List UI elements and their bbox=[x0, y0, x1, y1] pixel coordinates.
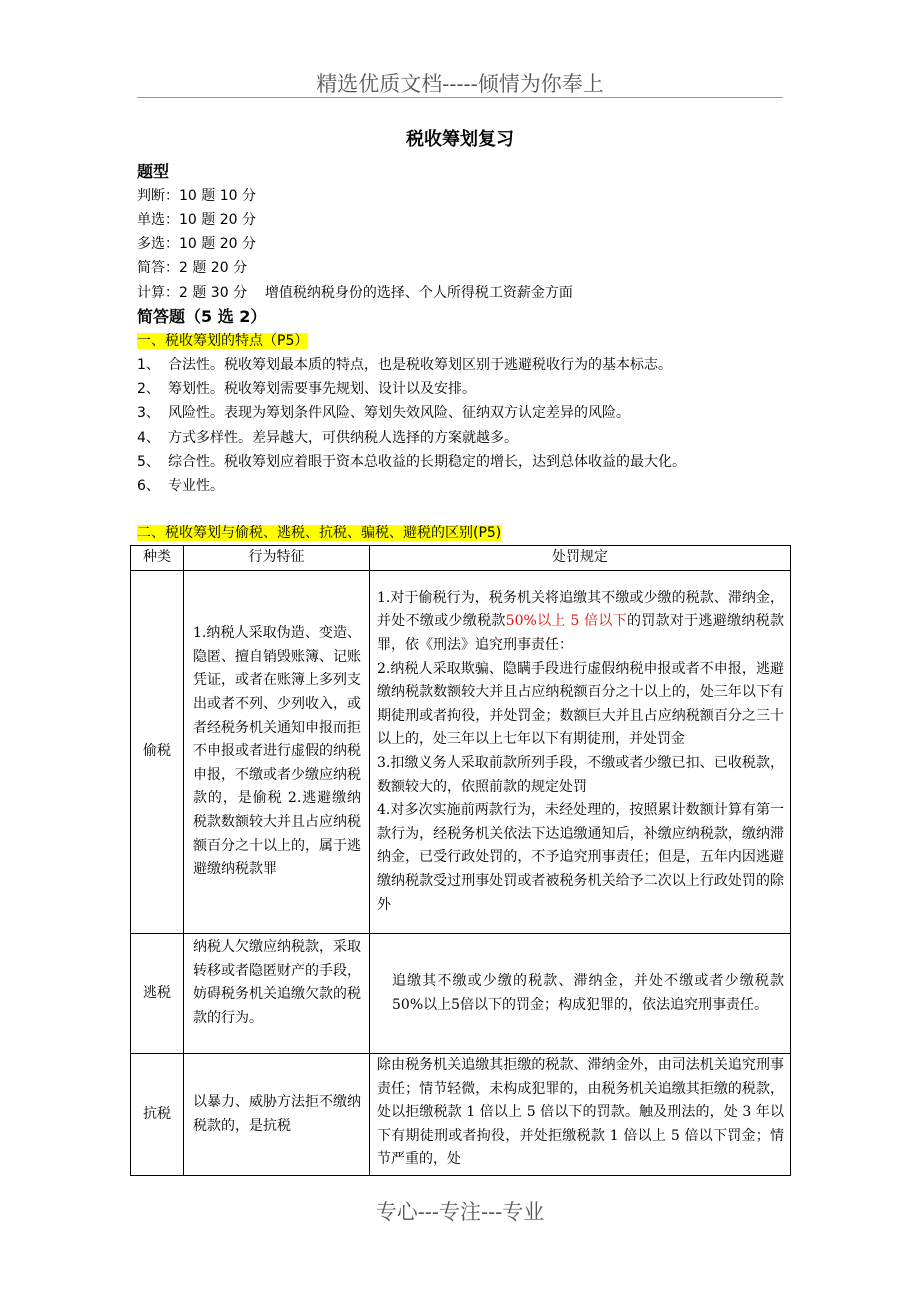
feature-num: 1、 bbox=[137, 357, 160, 373]
penalty-paragraph-2: 2.纳税人采取欺骗、隐瞒手段进行虚假纳税申报或者不申报，逃避缴纳税款数额较大并且占应纳税额百分之十以上的，处三年以下有期徒刑或者拘役，并处罚金；数额巨大并且占应纳税额百分之三十以上的，处三年以上七年以下有期徒刑，并处罚金 bbox=[377, 660, 784, 748]
feature-text: 风险性。表现为筹划条件风险、筹划失效风险、征纳双方认定差异的风险。 bbox=[168, 405, 630, 421]
feature-text: 专业性。 bbox=[168, 478, 224, 494]
feature-item-4 bbox=[137, 426, 518, 450]
table-row bbox=[131, 1054, 791, 1176]
header-penalty: 处罚规定 bbox=[370, 546, 791, 571]
question-type-item: 判断：10 题 10 分 bbox=[137, 188, 256, 204]
section1-title-highlight: 一、税收筹划的特点（P5） bbox=[137, 333, 309, 349]
penalty-highlight-red: 50%以上 5 倍以下 bbox=[505, 613, 628, 630]
section1-title bbox=[137, 329, 308, 353]
header-behavior: 行为特征 bbox=[184, 546, 370, 571]
penalty-paragraph-4: 4.对多次实施前两款行为，未经处理的，按照累计数额计算有第一款行为，经税务机关依法下达追缴通知后，补缴应纳税款，缴纳滞纳金，已受行政处罚的，不予追究刑事责任；但是，五年内因逃避缴纳税款受过刑事处罚或者被税务机关给予二次以上行政处罚的除外 bbox=[377, 802, 784, 913]
feature-num: 4、 bbox=[137, 430, 160, 446]
header-divider bbox=[137, 97, 783, 98]
table-row bbox=[131, 934, 791, 1054]
row-behavior: 以暴力、威胁方法拒不缴纳税款的，是抗税 bbox=[184, 1054, 370, 1176]
feature-num: 5、 bbox=[137, 454, 160, 470]
row-behavior: 纳税人欠缴应纳税款，采取转移或者隐匿财产的手段，妨碍税务机关追缴欠款的税款的行为。 bbox=[184, 934, 370, 1054]
section2-title bbox=[137, 521, 501, 545]
page-header-text: 精选优质文档-----倾情为你奉上 bbox=[316, 72, 604, 96]
tax-comparison-table bbox=[130, 545, 791, 1176]
row-penalty: 除由税务机关追缴其拒缴的税款、滞纳金外，由司法机关追究刑事责任；情节轻微，未构成犯罪的，由税务机关追缴其拒缴的税款，处以拒缴税款 1 倍以上 5 倍以下的罚款。触及刑法的，处 3 年以下有期徒刑或者拘役，并处拒缴税款 1 倍以上 5 倍以下罚金；情节严重的，处 bbox=[370, 1054, 791, 1176]
feature-num: 6、 bbox=[137, 478, 160, 494]
row-kind: 偷税 bbox=[131, 571, 184, 934]
row-penalty bbox=[370, 571, 791, 934]
feature-item-3 bbox=[137, 401, 630, 425]
feature-item-2 bbox=[137, 377, 476, 401]
feature-item-6 bbox=[137, 474, 224, 498]
short-answer-heading: 简答题（5 选 2） bbox=[137, 307, 267, 326]
question-type-item: 简答：2 题 20 分 bbox=[137, 260, 248, 276]
table-row bbox=[131, 571, 791, 934]
feature-num: 2、 bbox=[137, 381, 160, 397]
question-type-item: 计算：2 题 30 分 增值税纳税身份的选择、个人所得税工资薪金方面 bbox=[137, 285, 573, 301]
question-type-item: 单选：10 题 20 分 bbox=[137, 212, 256, 228]
question-types-heading: 题型 bbox=[137, 162, 170, 181]
row-penalty: 追缴其不缴或少缴的税款、滞纳金，并处不缴或者少缴税款50%以上5倍以下的罚金；构成犯罪的，依法追究刑事责任。 bbox=[370, 934, 791, 1054]
feature-text: 综合性。税收筹划应着眼于资本总收益的长期稳定的增长，达到总体收益的最大化。 bbox=[168, 454, 686, 470]
penalty-paragraph-1: 1.对于偷税行为，税务机关将追缴其不缴或少缴的税款、滞纳金，并处不缴或少缴税款50%以上 5 倍以下的罚款对于逃避缴纳税款罪，依《刑法》追究刑事责任： bbox=[377, 589, 785, 654]
row-behavior: 1.纳税人采取伪造、变造、隐匿、擅自销毁账簿、记账凭证，或者在账簿上多列支出或者不列、少列收入，或者经税务机关通知申报而拒不申报或者进行虚假的纳税申报，不缴或者少缴应纳税款的，是偷税 2.逃避缴纳税款数额较大并且占应纳税额百分之十以上的，属于逃避缴纳税款罪 bbox=[184, 571, 370, 934]
document-title: 税收筹划复习 bbox=[406, 129, 514, 150]
section2-title-highlight: 二、税收筹划与偷税、逃税、抗税、骗税、避税的区别(P5) bbox=[137, 525, 502, 541]
row-kind: 抗税 bbox=[131, 1054, 184, 1176]
feature-num: 3、 bbox=[137, 405, 160, 421]
penalty-paragraph-3: 3.扣缴义务人采取前款所列手段，不缴或者少缴已扣、已收税款，数额较大的，依照前款的规定处罚 bbox=[377, 755, 784, 795]
header-kind: 种类 bbox=[131, 546, 184, 571]
feature-text: 筹划性。税收筹划需要事先规划、设计以及安排。 bbox=[168, 381, 476, 397]
feature-item-1 bbox=[137, 353, 672, 377]
feature-item-5 bbox=[137, 450, 686, 474]
feature-text: 合法性。税收筹划最本质的特点，也是税收筹划区别于逃避税收行为的基本标志。 bbox=[168, 357, 672, 373]
page-footer-text: 专心---专注---专业 bbox=[375, 1200, 545, 1224]
question-type-item: 多选：10 题 20 分 bbox=[137, 236, 256, 252]
row-kind: 逃税 bbox=[131, 934, 184, 1054]
feature-text: 方式多样性。差异越大，可供纳税人选择的方案就越多。 bbox=[168, 430, 518, 446]
table-header-row bbox=[131, 546, 791, 571]
